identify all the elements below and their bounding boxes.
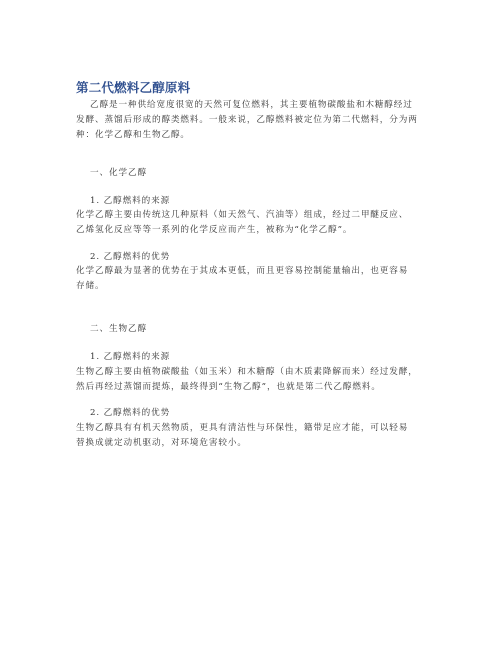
chemical-advantage-paragraph (76, 264, 408, 294)
section-heading-bio: 二、生物乙醇 (90, 324, 147, 334)
bio-source-paragraph (76, 365, 418, 395)
chemical-advantage-line-1: 化学乙醇最为显著的优势在于其成本更低，而且更容易控制能量输出，也更容易 (76, 266, 409, 276)
subheading-bio-advantage: 2. 乙醇燃料的优势 (90, 408, 171, 418)
bio-source-line-1: 生物乙醇主要由植物碳酸盐（如玉米）和木糖醇（由木质素降解而来）经过发酵， (76, 367, 418, 377)
chemical-source-line-1: 化学乙醇主要由传统这几种原料（如天然气、汽油等）组成，经过二甲醚反应、 (76, 210, 409, 220)
bio-source-line-2: 然后再经过蒸馏而提炼，最终得到“生物乙醇”，也就是第二代乙醇燃料。 (76, 382, 381, 392)
section-heading-chemical: 一、化学乙醇 (90, 168, 147, 178)
subheading-bio-source: 1. 乙醇燃料的来源 (90, 352, 171, 362)
chemical-source-paragraph (76, 208, 408, 238)
document-title: 第二代燃料乙醇原料 (76, 80, 191, 95)
intro-line-2: 发酵、蒸馏后形成的醇类燃料。一般来说，乙醇燃料被定位为第二代燃料，分为两 (76, 115, 418, 125)
intro-line-3: 种：化学乙醇和生物乙醇。 (76, 130, 190, 140)
bio-advantage-line-1: 生物乙醇具有有机天然物质，更具有清洁性与环保性，籍带足应才能，可以轻易 (76, 423, 409, 433)
intro-line-1: 乙醇是一种供给宽度很宽的天然可复位燃料，其主要植物碳酸盐和木糖醇经过 (90, 100, 413, 110)
chemical-advantage-line-2: 存储。 (76, 281, 105, 291)
bio-advantage-paragraph (76, 421, 408, 451)
intro-paragraph (90, 98, 413, 113)
subheading-chemical-source: 1. 乙醇燃料的来源 (90, 196, 171, 206)
chemical-source-line-2: 乙烯氢化反应等等一系列的化学反应而产生，被称为“化学乙醇”。 (76, 225, 353, 235)
bio-advantage-line-2: 替换成就定动机驱动，对环境危害较小。 (76, 438, 247, 448)
subheading-chemical-advantage: 2. 乙醇燃料的优势 (90, 252, 171, 262)
intro-paragraph-continued (76, 113, 418, 143)
